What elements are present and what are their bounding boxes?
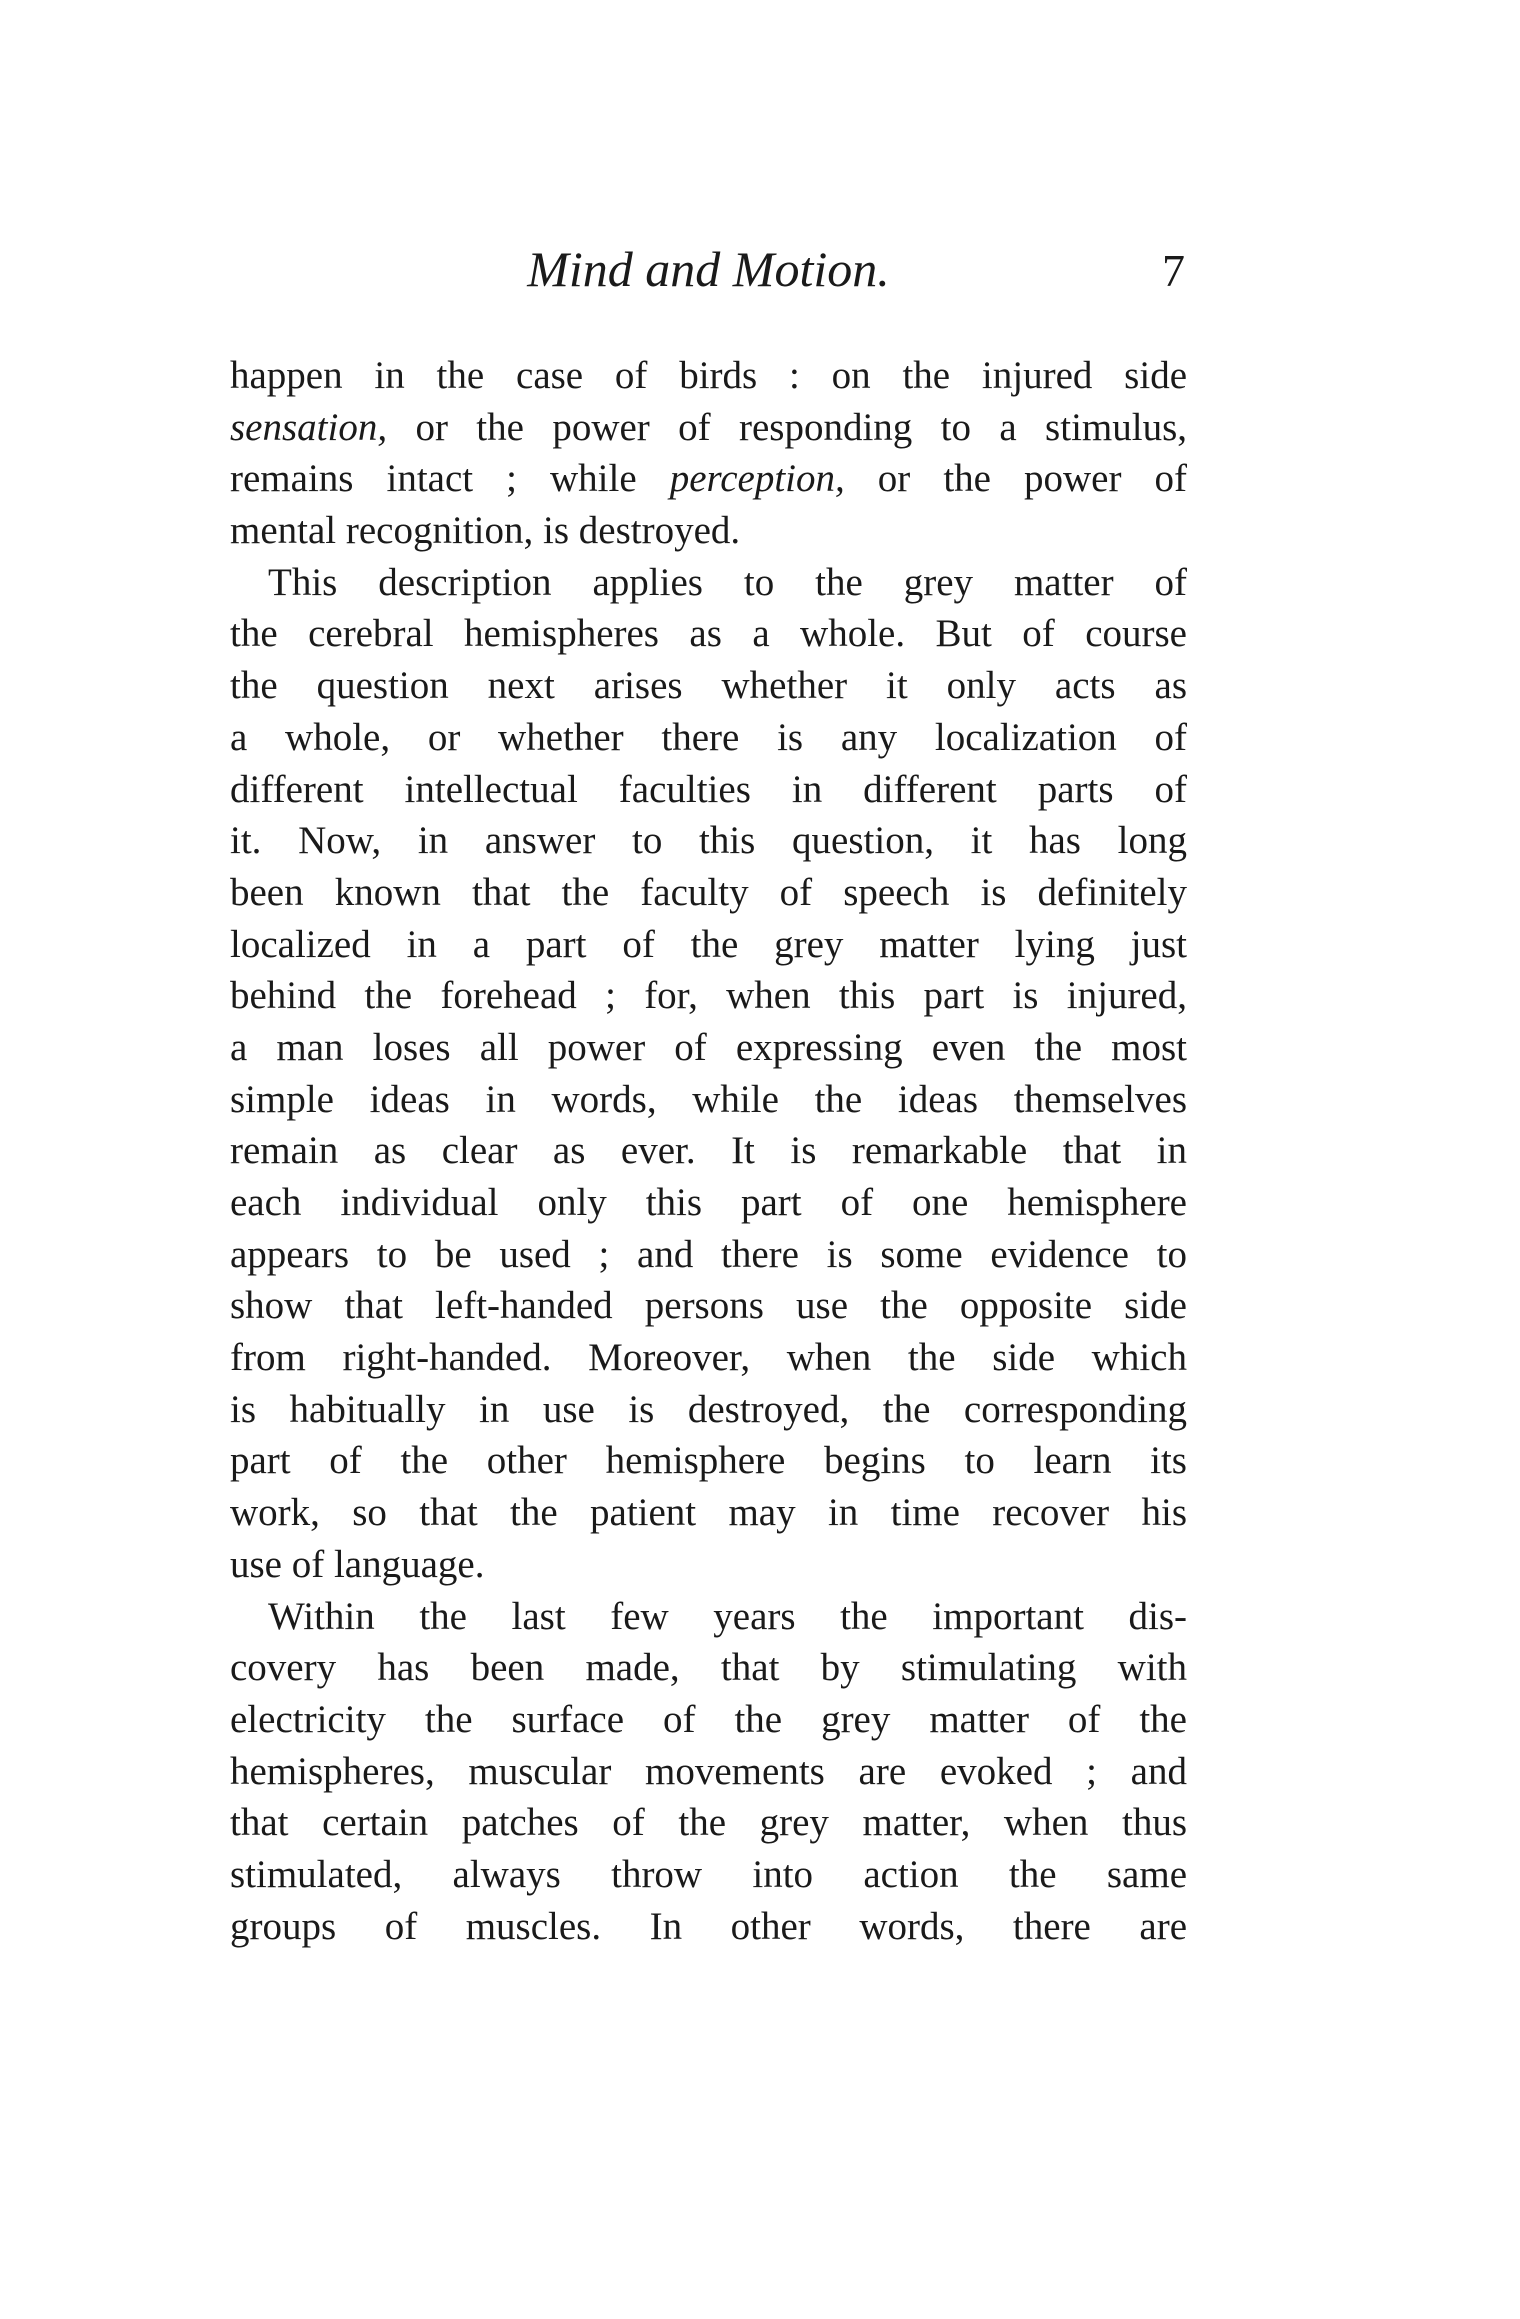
- text-segment: is habitually in use is destroyed, the corresponding: [230, 1387, 1187, 1431]
- text-line: [230, 557, 1187, 609]
- text-line: [230, 1901, 1187, 1953]
- text-segment: that certain patches of the grey matter, when thus: [230, 1801, 1187, 1845]
- text-line: [230, 1642, 1187, 1694]
- text-segment: the question next arises whether it only acts as: [230, 664, 1187, 708]
- text-line: [230, 1797, 1187, 1849]
- page-number: 7: [1162, 245, 1185, 296]
- text-segment: hemispheres, muscular movements are evoked ; and: [230, 1749, 1187, 1793]
- text-line: [230, 1384, 1187, 1436]
- text-line: [230, 1849, 1187, 1901]
- text-line: [230, 1074, 1187, 1126]
- text-line: [230, 1487, 1187, 1539]
- text-segment: stimulated, always throw into action the same: [230, 1852, 1187, 1896]
- text-segment: a man loses all power of expressing even the most: [230, 1025, 1187, 1069]
- text-line: [230, 1435, 1187, 1487]
- text-segment: covery has been made, that by stimulating with: [230, 1646, 1187, 1690]
- italic-term: sensation,: [230, 405, 388, 449]
- text-line: [230, 919, 1187, 971]
- text-segment: localized in a part of the grey matter lying just: [230, 922, 1187, 966]
- text-segment: simple ideas in words, while the ideas themselves: [230, 1077, 1187, 1121]
- text-segment: work, so that the patient may in time recover his: [230, 1491, 1187, 1535]
- text-line: [230, 1177, 1187, 1229]
- italic-term: perception,: [669, 457, 845, 501]
- text-line: [230, 815, 1187, 867]
- text-line: [230, 505, 1187, 557]
- text-segment: remain as clear as ever. It is remarkable that in: [230, 1129, 1187, 1173]
- text-line: [230, 1280, 1187, 1332]
- text-segment: it. Now, in answer to this question, it has long: [230, 819, 1187, 863]
- text-segment: each individual only this part of one hemisphere: [230, 1181, 1187, 1224]
- text-line: [230, 1125, 1187, 1177]
- text-segment: use of language.: [230, 1542, 485, 1586]
- text-segment: been known that the faculty of speech is definitely: [230, 870, 1187, 914]
- text-line: [230, 453, 1187, 505]
- text-line: [230, 350, 1187, 402]
- text-line: [230, 1591, 1187, 1643]
- text-segment: or the power of: [844, 457, 1187, 501]
- text-segment: Within the last few years the important dis-: [268, 1594, 1187, 1638]
- text-segment: from right-handed. Moreover, when the side which: [230, 1336, 1187, 1380]
- text-segment: show that left-handed persons use the opposite side: [230, 1284, 1187, 1328]
- text-segment: different intellectual faculties in different parts of: [230, 767, 1187, 811]
- running-title: Mind and Motion.: [527, 241, 890, 297]
- text-segment: mental recognition, is destroyed.: [230, 509, 741, 553]
- text-segment: appears to be used ; and there is some evidence to: [230, 1232, 1187, 1276]
- text-segment: the cerebral hemispheres as a whole. But of course: [230, 612, 1187, 656]
- text-line: [230, 1746, 1187, 1798]
- text-line: [230, 1229, 1187, 1281]
- text-segment: part of the other hemisphere begins to learn its: [230, 1439, 1187, 1483]
- text-line: [230, 402, 1187, 454]
- text-segment: a whole, or whether there is any localization of: [230, 715, 1187, 759]
- text-line: [230, 608, 1187, 660]
- text-segment: happen in the case of birds : on the injured side: [230, 354, 1187, 397]
- text-segment: groups of muscles. In other words, there are: [230, 1904, 1187, 1948]
- text-line: [230, 1539, 1187, 1591]
- text-line: [230, 1022, 1187, 1074]
- page-header: [230, 240, 1187, 310]
- body-text: [230, 350, 1187, 1952]
- text-line: [230, 764, 1187, 816]
- text-line: [230, 867, 1187, 919]
- text-line: [230, 970, 1187, 1022]
- text-segment: behind the forehead ; for, when this part is injured,: [230, 974, 1187, 1018]
- text-line: [230, 712, 1187, 764]
- text-line: [230, 1332, 1187, 1384]
- text-segment: This description applies to the grey matter of: [268, 560, 1187, 604]
- text-line: [230, 660, 1187, 712]
- text-line: [230, 1694, 1187, 1746]
- text-segment: electricity the surface of the grey matter of the: [230, 1697, 1187, 1741]
- text-segment: or the power of responding to a stimulus,: [387, 405, 1187, 449]
- text-segment: remains intact ; while: [230, 457, 670, 501]
